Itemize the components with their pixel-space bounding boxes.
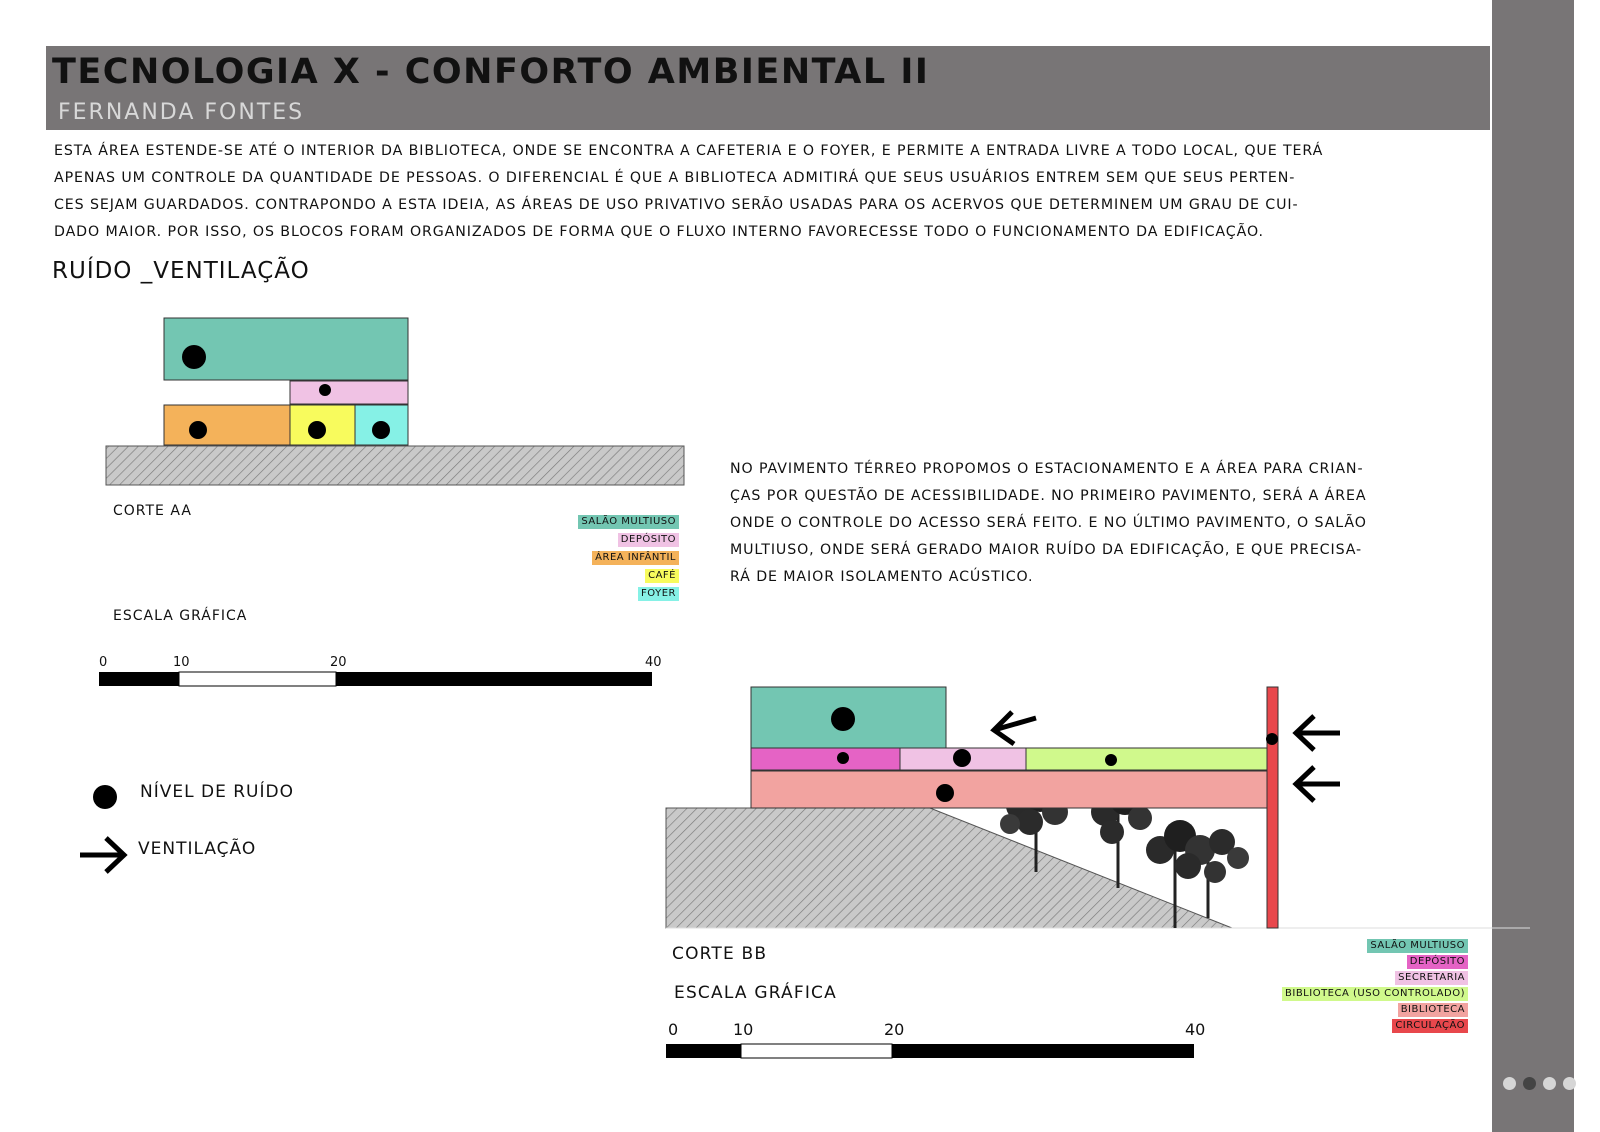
legend-label: CAFÉ — [648, 570, 676, 581]
intro-line: APENAS UM CONTROLE DA QUANTIDADE DE PESSOAS. O DIFERENCIAL É QUE A BIBLIOTECA ADMITIRÁ QUE SEUS USUÁRIOS ENTREM SEM QUE SEUS PERTEN- — [54, 170, 1296, 186]
legend-label: SALÃO MULTIUSO — [1370, 940, 1465, 951]
scale-tick-label: 40 — [645, 655, 662, 670]
corte-aa-caption: CORTE AA — [113, 503, 192, 519]
block-biblioteca-bb — [751, 771, 1268, 808]
scale-bar-segment — [741, 1044, 892, 1058]
noise-dot-small — [1266, 733, 1278, 745]
corte-bb-caption: CORTE BB — [672, 944, 768, 964]
legend-label: BIBLIOTECA (USO CONTROLADO) — [1285, 988, 1465, 999]
scale-bar-segment — [666, 1044, 741, 1058]
scale-tick-label: 20 — [330, 655, 347, 670]
scale-tick-label: 0 — [99, 655, 108, 670]
ventilation-arrow-icon — [994, 712, 1036, 744]
noise-dot-medium — [953, 749, 971, 767]
description-line: RÁ DE MAIOR ISOLAMENTO ACÚSTICO. — [730, 569, 1034, 585]
legend-label: DEPÓSITO — [620, 534, 676, 545]
legend-label: ÁREA INFÂNTIL — [595, 552, 676, 563]
corte-bb-scale-label: ESCALA GRÁFICA — [674, 983, 837, 1003]
description-line: MULTIUSO, ONDE SERÁ GERADO MAIOR RUÍDO DA EDIFICAÇÃO, E QUE PRECISA- — [730, 542, 1363, 558]
legend-label: SALÃO MULTIUSO — [581, 516, 676, 527]
noise-dot-small — [837, 752, 849, 764]
description-line: NO PAVIMENTO TÉRREO PROPOMOS O ESTACIONAMENTO E A ÁREA PARA CRIAN- — [730, 461, 1364, 477]
scale-bar-segment — [892, 1044, 1194, 1058]
legend-item — [1392, 1019, 1468, 1033]
legend-label: CIRCULAÇÃO — [1395, 1020, 1465, 1031]
corte-aa-scale-label: ESCALA GRÁFICA — [113, 608, 248, 624]
scale-tick-label: 40 — [1185, 1020, 1206, 1039]
block-biblioteca-controlada-bb — [1026, 748, 1268, 770]
description-line: ÇAS POR QUESTÃO DE ACESSIBILIDADE. NO PRIMEIRO PAVIMENTO, SERÁ A ÁREA — [730, 488, 1367, 504]
author-name: FERNANDA FONTES — [58, 100, 305, 125]
legend-item — [1282, 987, 1468, 1001]
intro-line: ESTA ÁREA ESTENDE-SE ATÉ O INTERIOR DA BIBLIOTECA, ONDE SE ENCONTRA A CAFETERIA E O FOYER, E PERMITE A ENTRADA LIVRE A TODO LOCAL, QUE TERÁ — [54, 143, 1324, 159]
section-heading: RUÍDO _VENTILAÇÃO — [52, 258, 310, 284]
legend-label: SECRETARIA — [1398, 972, 1465, 983]
ventilation-label: VENTILAÇÃO — [138, 839, 257, 859]
legend-item — [1398, 1003, 1468, 1017]
block-circulacao-bb — [1267, 687, 1278, 928]
scale-tick-label: 0 — [668, 1020, 679, 1039]
legend-label: DEPÓSITO — [1409, 956, 1465, 967]
ventilation-arrow-icon — [1296, 716, 1340, 750]
ventilation-arrow-icon — [1296, 767, 1340, 801]
intro-line: DADO MAIOR. POR ISSO, OS BLOCOS FORAM ORGANIZADOS DE FORMA QUE O FLUXO INTERNO FAVORECESSE TODO O FUNCIONAMENTO DA EDIFICAÇÃO. — [54, 224, 1264, 240]
legend-item — [1395, 971, 1468, 985]
description-line: ONDE O CONTROLE DO ACESSO SERÁ FEITO. E NO ÚLTIMO PAVIMENTO, O SALÃO — [730, 515, 1367, 531]
page-title: TECNOLOGIA X - CONFORTO AMBIENTAL II — [52, 52, 930, 92]
noise-level-label: NÍVEL DE RUÍDO — [140, 782, 294, 802]
scale-tick-label: 10 — [733, 1020, 754, 1039]
legend-label: FOYER — [641, 588, 676, 599]
noise-dot-large — [831, 707, 855, 731]
intro-line: CES SEJAM GUARDADOS. CONTRAPONDO A ESTA IDEIA, AS ÁREAS DE USO PRIVATIVO SERÃO USADAS PARA OS ACERVOS QUE DETERMINEM UM GRAU DE CUI- — [54, 197, 1299, 213]
scale-tick-label: 20 — [884, 1020, 905, 1039]
legend-item — [1367, 939, 1468, 953]
scale-tick-label: 10 — [173, 655, 190, 670]
legend-item — [1407, 955, 1468, 969]
noise-dot-small — [1105, 754, 1117, 766]
legend-label: BIBLIOTECA — [1400, 1004, 1465, 1015]
noise-dot-medium — [936, 784, 954, 802]
block-deposito-bb — [751, 748, 900, 770]
